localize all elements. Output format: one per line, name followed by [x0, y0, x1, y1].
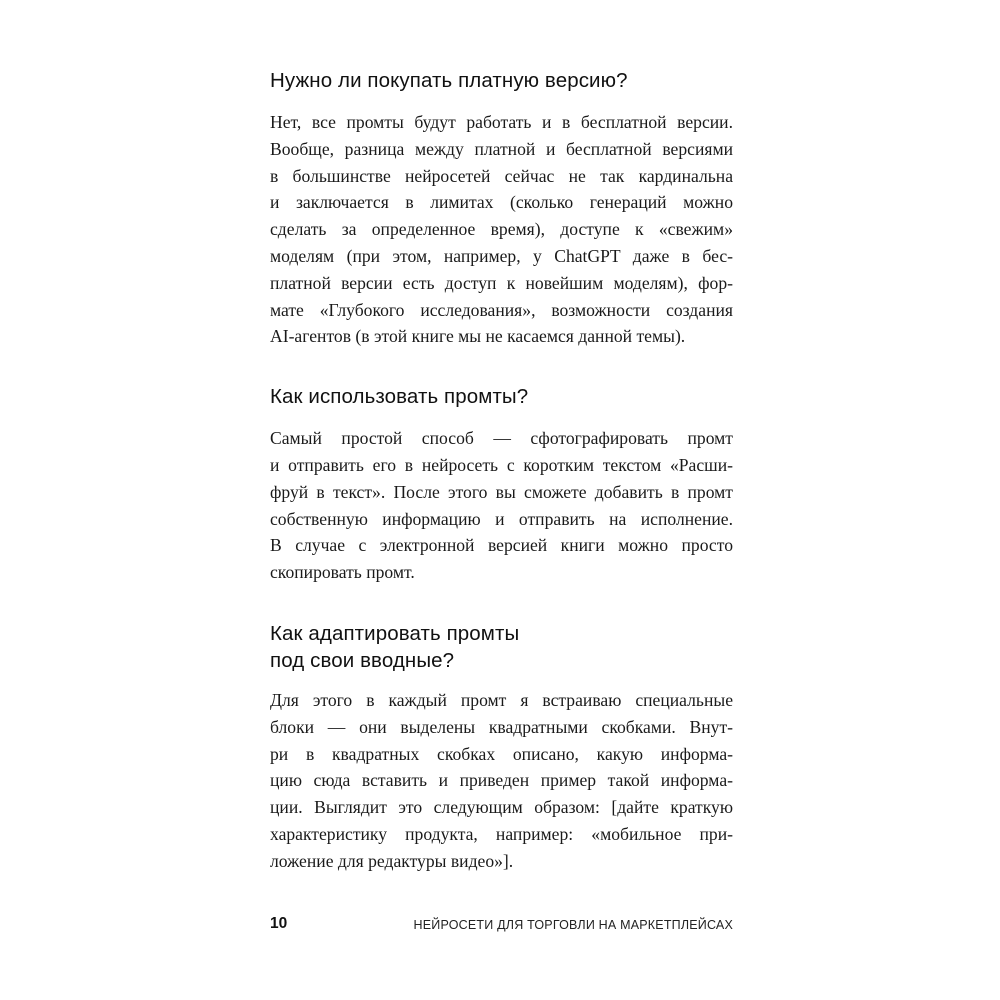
text-line: Вообще, разница между платной и бесплатной версиями: [270, 138, 733, 159]
text-line: собственную информацию и отправить на исполнение.: [270, 508, 733, 529]
text-line: скопировать промт.: [270, 562, 415, 583]
section-heading: [270, 383, 733, 410]
text-line: в большинстве нейросетей сейчас не так кардинальна: [270, 165, 733, 186]
text-line: мате «Глубокого исследования», возможности создания: [270, 299, 733, 320]
running-title: НЕЙРОСЕТИ ДЛЯ ТОРГОВЛИ НА МАРКЕТПЛЕЙСАХ: [413, 918, 733, 932]
text-line: платной версии есть доступ к новейшим моделям), фор-: [270, 272, 733, 293]
text-line: фруй в текст». После этого вы сможете добавить в промт: [270, 481, 733, 502]
text-line: сделать за определенное время), доступе к «свежим»: [270, 219, 733, 240]
text-line: Самый простой способ — сфотографировать промт: [270, 428, 733, 449]
text-line: Для этого в каждый промт я встраиваю специальные: [270, 689, 733, 710]
text-line: ри в квадратных скобках описано, какую информа-: [270, 743, 733, 764]
text-line: и отправить его в нейросеть с коротким текстом «Расши-: [270, 454, 733, 475]
heading-line: под свои вводные?: [270, 648, 455, 672]
section-how-to-adapt: [270, 620, 733, 875]
text-line: характеристику продукта, например: «мобильное при-: [270, 823, 733, 844]
text-line: моделям (при этом, например, у ChatGPT даже в бес-: [270, 245, 733, 266]
text-line: цию сюда вставить и приведен пример такой информа-: [270, 770, 733, 791]
heading-line: Нужно ли покупать платную версию?: [270, 69, 628, 92]
text-line: ложение для редактуры видео»].: [270, 850, 514, 871]
section-body: [270, 687, 733, 875]
text-line: ции. Выглядит это следующим образом: [дайте краткую: [270, 797, 733, 818]
book-page: [270, 60, 733, 875]
section-body: [270, 109, 733, 350]
text-line: Нет, все промты будут работать и в бесплатной версии.: [270, 112, 733, 132]
section-body: [270, 425, 733, 586]
heading-line: Как использовать промты?: [270, 385, 529, 409]
text-line: и заключается в лимитах (сколько генераций можно: [270, 192, 733, 213]
section-paid-version: [270, 67, 733, 350]
heading-line: Как адаптировать промты: [270, 621, 520, 645]
page-number: 10: [270, 915, 288, 932]
text-line: В случае с электронной версией книги можно просто: [270, 535, 733, 556]
section-heading: [270, 620, 733, 674]
page-footer: [270, 913, 733, 937]
section-heading: [270, 67, 733, 94]
text-line: AI-агентов (в этой книге мы не касаемся данной темы).: [270, 326, 686, 347]
text-line: блоки — они выделены квадратными скобками. Внут-: [270, 716, 733, 737]
section-how-to-use: [270, 383, 733, 586]
